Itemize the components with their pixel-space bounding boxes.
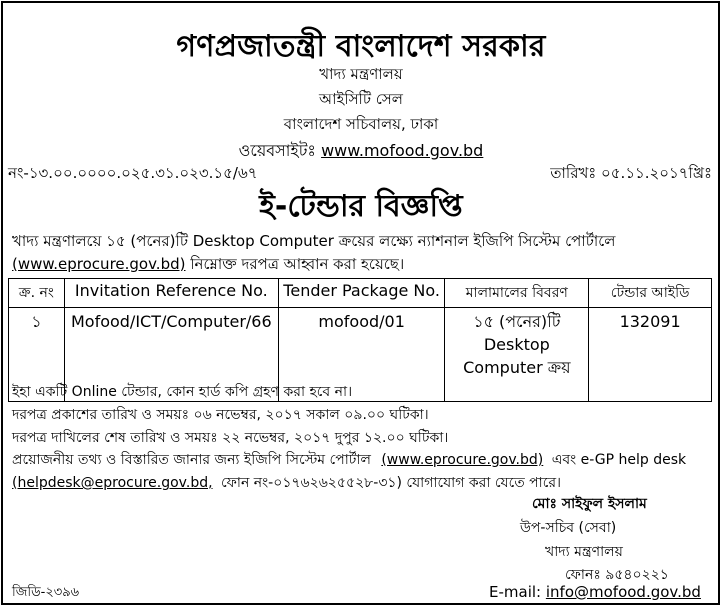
intro-line-2-text: নিম্নোক্ত দরপত্র আহ্বান করা হয়েছে। (185, 255, 405, 273)
signatory-name: মোঃ সাইফুল ইসলাম (532, 496, 647, 512)
cell-description (445, 308, 589, 402)
footer-code: জিডি-২৩৯৬ (12, 585, 80, 600)
intro-line-1: খাদ্য মন্ত্রণালয়ে ১৫ (পনের)টি Desktop Computer ক্রয়ের লক্ষ্যে ন্যাশনাল ইজিপি সিস্টেম পোর্টালে (12, 232, 616, 250)
eprocure-link[interactable]: (www.eprocure.gov.bd) (12, 255, 186, 273)
note-deadline: দরপত্র দাখিলের শেষ তারিখ ও সময়ঃ ২২ নভেম্বর, ২০১৭ দুপুর ১২.০০ ঘটিকা। (12, 430, 449, 446)
cell-invitation-ref: Mofood/ICT/Computer/66 (64, 308, 278, 402)
cell-name: আইসিটি সেল (319, 90, 403, 108)
website-line (0, 138, 722, 165)
cell-tender-id: 132091 (589, 308, 712, 402)
eprocure-portal-link[interactable]: (www.eprocure.gov.bd) (381, 452, 544, 468)
header-serial: ক্র. নং (9, 279, 65, 308)
header-invitation-ref: Invitation Reference No. (64, 279, 278, 308)
description-line-2: Desktop (483, 335, 550, 354)
signatory-designation: উপ-সচিব (সেবা) (520, 520, 617, 536)
intro-line-2 (12, 253, 404, 275)
email-label: E-mail: (489, 583, 542, 601)
memo-date: তারিখঃ ০৫.১১.২০১৭খ্রিঃ (550, 164, 712, 182)
notice-title: ই-টেন্ডার বিজ্ঞপ্তি (259, 189, 463, 224)
signatory-ministry: খাদ্য মন্ত্রণালয় (545, 544, 623, 560)
note-info-line (12, 448, 686, 472)
note-info-prefix: প্রয়োজনীয় তথ্য ও বিস্তারিত জানার জন্য ইজিপি সিস্টেম পোর্টাল (12, 452, 371, 468)
website-label: ওয়েবসাইটঃ (238, 141, 316, 160)
website-link[interactable]: www.mofood.gov.bd (321, 141, 484, 160)
signatory-phone: ফোনঃ ৯৫৪০২২১ (565, 567, 669, 583)
helpdesk-email-link[interactable]: (helpdesk@eprocure.gov.bd, (12, 475, 213, 491)
note-helpdesk-line (12, 471, 561, 495)
header-description: মালামালের বিবরণ (445, 279, 589, 308)
cell-serial: ১ (9, 308, 65, 402)
email-link[interactable]: info@mofood.gov.bd (545, 583, 701, 601)
header-package: Tender Package No. (278, 279, 445, 308)
description-line-1: ১৫ (পনের)টি (473, 312, 561, 331)
table-header-row (9, 279, 712, 308)
description-line-3: Computer ক্রয় (463, 358, 571, 377)
government-title: গণপ্রজাতন্ত্রী বাংলাদেশ সরকার (176, 29, 546, 64)
cell-package: mofood/01 (278, 308, 445, 402)
note-info-mid: এবং e-GP help desk (551, 452, 687, 468)
memo-number: নং-১৩.০০.০০০০.০২৫.৩১.০২৩.১৫/৬৭ (8, 164, 258, 182)
signatory-email-line (489, 583, 701, 601)
note-publish-date: দরপত্র প্রকাশের তারিখ ও সময়ঃ ০৬ নভেম্বর, ২০১৭ সকাল ০৯.০০ ঘটিকা। (12, 407, 429, 423)
note-online: ইহা একটি Online টেন্ডার, কোন হার্ড কপি গ্রহণ করা হবে না। (12, 384, 353, 400)
ministry-name: খাদ্য মন্ত্রণালয় (319, 65, 403, 83)
address: বাংলাদেশ সচিবালয়, ঢাকা (283, 115, 439, 133)
helpdesk-phone: ফোন নং-০১৭৬২৬২৫৫২৮-৩১) যোগাযোগ করা যেতে পারে। (221, 475, 562, 491)
header-tender-id: টেন্ডার আইডি (589, 279, 712, 308)
